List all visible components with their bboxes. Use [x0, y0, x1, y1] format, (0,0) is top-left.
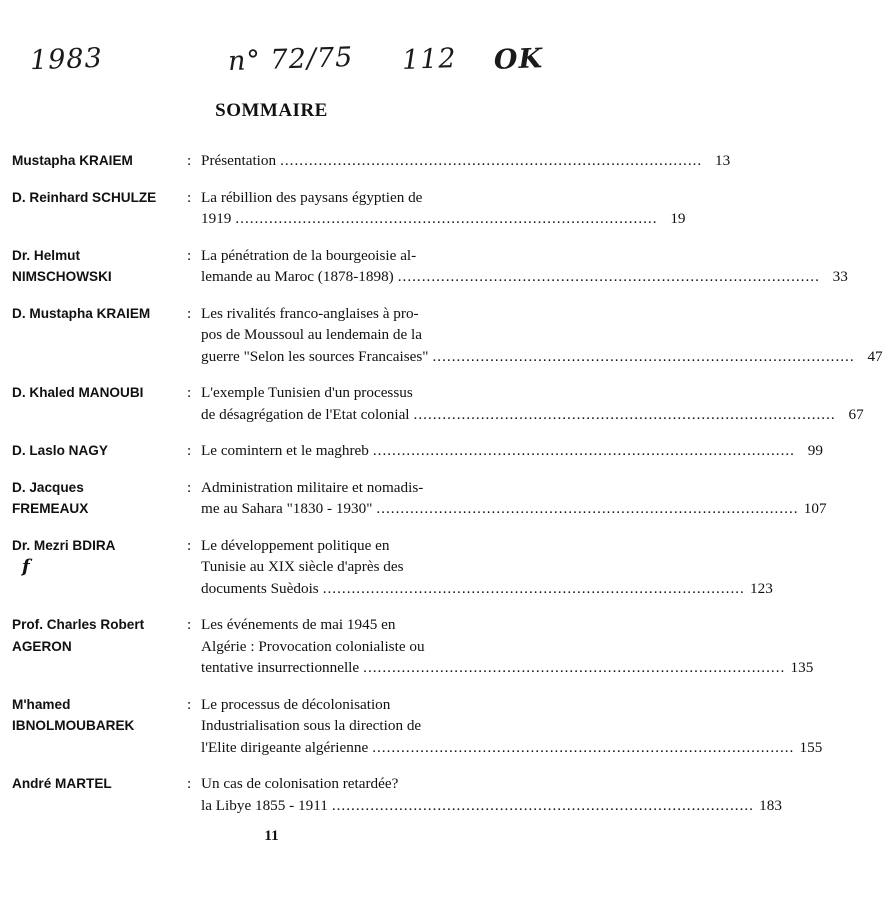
toc-separator: : [187, 478, 192, 496]
toc-author [12, 773, 187, 816]
toc-author-line: IBNOLMOUBAREK [12, 718, 135, 733]
toc-author [12, 440, 187, 462]
toc-title-line: pos de Moussoul au lendemain de la [201, 326, 423, 343]
toc-separator: : [187, 304, 192, 322]
toc-page-number: 135 [790, 659, 814, 676]
dot-leader [376, 498, 798, 520]
toc-author-line: D. Khaled MANOUBI [12, 385, 144, 400]
toc-page-number: 183 [759, 796, 782, 814]
dot-leader [235, 208, 657, 230]
toc-title-line: Les rivalités franco-anglaises à pro- [201, 304, 419, 322]
handwritten-ok: OK [493, 43, 544, 76]
toc-page-number: 13 [715, 152, 731, 169]
toc-title-line: lemande au Maroc (1878-1898) [201, 268, 394, 285]
table-of-contents [12, 150, 883, 831]
toc-page-number: 123 [750, 579, 773, 597]
toc-title [201, 150, 730, 172]
toc-entry [12, 773, 782, 816]
toc-entry [12, 187, 686, 230]
toc-author-line: Dr. Helmut [12, 247, 80, 263]
toc-author-line: Dr. Mezri BDIRA [12, 537, 116, 553]
toc-title [201, 440, 823, 462]
toc-page-number: 19 [670, 210, 686, 227]
toc-author [12, 477, 187, 520]
toc-author-line: AGERON [12, 638, 72, 654]
toc-title-line: documents Suèdois [201, 579, 319, 597]
toc-entry [12, 150, 731, 172]
toc-title-line: L'exemple Tunisien d'un processus [201, 384, 413, 401]
toc-separator: : [187, 775, 192, 792]
toc-author-line: Prof. Charles Robert [12, 617, 145, 632]
toc-title [201, 477, 827, 520]
toc-title-line: l'Elite dirigeante algérienne [201, 738, 369, 756]
toc-separator: : [187, 188, 192, 206]
toc-title-line: Un cas de colonisation retardée? [201, 775, 399, 792]
toc-title [201, 382, 864, 425]
toc-title [201, 535, 773, 600]
toc-title-line: La rébillion des paysans égyptien de [201, 188, 423, 206]
toc-author-line: NIMSCHOWSKI [12, 269, 112, 284]
toc-author [12, 303, 187, 368]
toc-author-line: D. Reinhard SCHULZE [12, 189, 157, 205]
dot-leader [373, 440, 795, 462]
toc-title [201, 773, 782, 816]
toc-page-number: 155 [799, 738, 823, 756]
toc-author [12, 382, 187, 425]
toc-author-line: Mustapha KRAIEM [12, 153, 133, 168]
dot-leader [414, 404, 836, 426]
toc-title-line: Industrialisation sous la direction de [201, 717, 422, 734]
toc-separator: : [187, 536, 192, 554]
toc-title-line: Le processus de décolonisation [201, 695, 391, 713]
toc-entry [12, 614, 814, 679]
toc-title [201, 245, 848, 288]
dot-leader [323, 578, 745, 600]
dot-leader [398, 266, 820, 288]
toc-author [12, 535, 187, 600]
dot-leader [363, 657, 785, 679]
toc-title-line: Algérie : Provocation colonialiste ou [201, 637, 425, 655]
handwritten-issue-number: n° 72/75 [227, 41, 354, 78]
toc-page-number: 47 [867, 347, 883, 365]
toc-separator: : [187, 695, 192, 713]
toc-page-number: 33 [832, 268, 848, 285]
toc-title-line: Le développement politique en [201, 536, 390, 554]
toc-separator: : [187, 442, 192, 459]
toc-author-line: M'hamed [12, 696, 71, 712]
toc-title [201, 187, 686, 230]
toc-separator: : [187, 384, 192, 401]
toc-title-line: Tunisie au XIX siècle d'après des [201, 558, 404, 575]
toc-separator: : [187, 616, 192, 633]
handwritten-mark: f [22, 556, 30, 577]
toc-page-number: 67 [848, 405, 864, 423]
toc-title-line: Présentation [201, 152, 277, 169]
toc-entry [12, 382, 864, 425]
toc-author-line: D. Jacques [12, 479, 84, 495]
toc-title-line: La pénétration de la bourgeoisie al- [201, 246, 417, 264]
toc-title-line: Les événements de mai 1945 en [201, 616, 396, 633]
toc-entry [12, 303, 883, 368]
dot-leader [332, 795, 754, 817]
handwritten-year: 1983 [29, 42, 104, 77]
toc-author [12, 245, 187, 288]
dot-leader [433, 346, 855, 368]
page-title: SOMMAIRE [215, 100, 328, 121]
toc-entry [12, 694, 823, 759]
toc-entry [12, 477, 827, 520]
handwritten-count: 112 [401, 43, 458, 76]
toc-author [12, 150, 187, 172]
toc-title-line: Administration militaire et nomadis- [201, 478, 424, 496]
toc-title [201, 694, 822, 759]
toc-author-line: D. Laslo NAGY [12, 443, 108, 458]
page-number: 11 [264, 828, 279, 844]
toc-author-line: André MARTEL [12, 776, 112, 791]
toc-author [12, 614, 187, 679]
toc-title-line: 1919 [201, 210, 232, 227]
toc-title-line: Le comintern et le maghreb [201, 442, 369, 459]
toc-author-line: FREMEAUX [12, 501, 89, 516]
toc-entry [12, 440, 823, 462]
toc-page-number: 107 [803, 500, 827, 517]
dot-leader [372, 737, 794, 759]
toc-separator: : [187, 152, 192, 169]
toc-title-line: me au Sahara "1830 - 1930" [201, 500, 373, 517]
toc-entry [12, 535, 773, 600]
toc-author-line: D. Mustapha KRAIEM [12, 305, 151, 321]
toc-title [201, 303, 883, 368]
toc-title-line: de désagrégation de l'Etat colonial [201, 405, 410, 423]
dot-leader [280, 150, 702, 172]
toc-title-line: guerre "Selon les sources Francaises" [201, 347, 429, 365]
toc-separator: : [187, 246, 192, 264]
toc-title-line: tentative insurrectionnelle [201, 659, 360, 676]
toc-title [201, 614, 813, 679]
toc-author [12, 694, 187, 759]
toc-title-line: la Libye 1855 - 1911 [201, 796, 328, 814]
toc-author [12, 187, 187, 230]
toc-page-number: 99 [807, 442, 823, 459]
toc-entry [12, 245, 848, 288]
